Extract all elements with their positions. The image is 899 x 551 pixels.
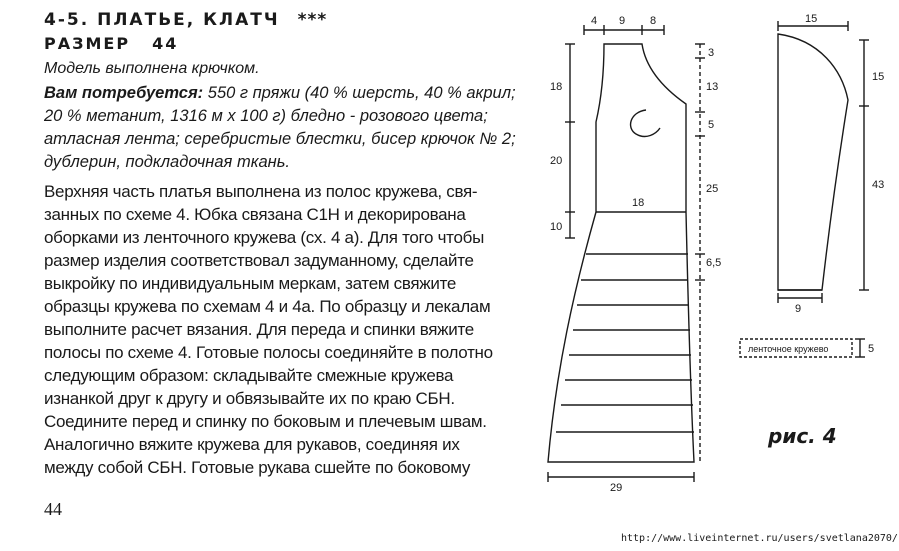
body-line: полосы по схеме 4. Готовые полосы соединяйте в полотно xyxy=(44,343,493,362)
dim-right-13: 13 xyxy=(706,81,719,93)
armhole-curl xyxy=(631,110,660,136)
dim-left-10: 10 xyxy=(550,221,563,233)
materials-text: 550 г пряжи (40 % шерсть, 40 % акрил; 20 % метанит, 1316 м х 100 г) бледно - розового цвета; атласная лента; серебристые блестки, бисер крючок № 2; дублерин, подкладочная ткань. xyxy=(44,84,516,171)
dim-bottom-29: 29 xyxy=(610,482,623,494)
model-line: Модель выполнена крючком. xyxy=(44,60,260,77)
dim-top-4: 4 xyxy=(591,15,598,27)
dim-right-25: 25 xyxy=(706,183,719,195)
sleeve-dim-bottom-9: 9 xyxy=(795,303,802,315)
dim-waist-18: 18 xyxy=(632,197,645,209)
sleeve-dim-top-15: 15 xyxy=(805,13,818,25)
body-line: оборками из ленточного кружева (сх. 4 а). Для того чтобы xyxy=(44,228,484,247)
difficulty-stars: *** xyxy=(297,10,328,30)
body-line: Соедините перед и спинку по боковым и плечевым швам. xyxy=(44,412,487,431)
body-line: размер изделия соответствовал задуманному, сделайте xyxy=(44,251,474,270)
page-number: 44 xyxy=(44,499,62,519)
dim-right-5: 5 xyxy=(708,119,715,131)
dim-left-20: 20 xyxy=(550,155,563,167)
materials-label: Вам потребуется: xyxy=(44,84,204,102)
dim-top-9: 9 xyxy=(619,15,626,27)
body-line: выкройку по индивидуальным меркам, затем свяжите xyxy=(44,274,457,293)
dim-left-18: 18 xyxy=(550,81,563,93)
dim-right-6-5: 6,5 xyxy=(706,257,722,269)
sleeve-dim-right-15: 15 xyxy=(872,71,885,83)
body-line: изнанкой друг к другу и обвязывайте их по краю СБН. xyxy=(44,389,455,408)
ribbon-height-5: 5 xyxy=(868,343,875,355)
size-label: РАЗМЕР xyxy=(44,34,131,53)
body-line: Аналогично вяжите кружева для рукавов, соединяя их xyxy=(44,435,460,454)
body-line: между собой СБН. Готовые рукава сшейте по боковому xyxy=(44,458,471,477)
body-line: выполните расчет вязания. Для переда и спинки вяжите xyxy=(44,320,474,339)
sleeve-dim-right-43: 43 xyxy=(872,179,885,191)
body-line: занных по схеме 4. Юбка связана С1Н и декорирована xyxy=(44,205,466,224)
title-text: 4-5. ПЛАТЬЕ, КЛАТЧ xyxy=(44,10,280,30)
dim-right-3: 3 xyxy=(708,47,715,59)
source-url: http://www.liveinternet.ru/users/svetlana2070/ xyxy=(621,533,898,544)
body-line: следующим образом: складывайте смежные кружева xyxy=(44,366,454,385)
dim-top-8: 8 xyxy=(650,15,657,27)
body-line: Верхняя часть платья выполнена из полос кружева, свя- xyxy=(44,182,478,201)
sleeve-outline xyxy=(778,34,848,290)
body-line: образцы кружева по схемам 4 и 4а. По образцу и лекалам xyxy=(44,297,491,316)
figure-label: рис. 4 xyxy=(768,424,837,448)
size-value: 44 xyxy=(152,34,179,53)
ribbon-label: ленточное кружево xyxy=(748,344,829,354)
